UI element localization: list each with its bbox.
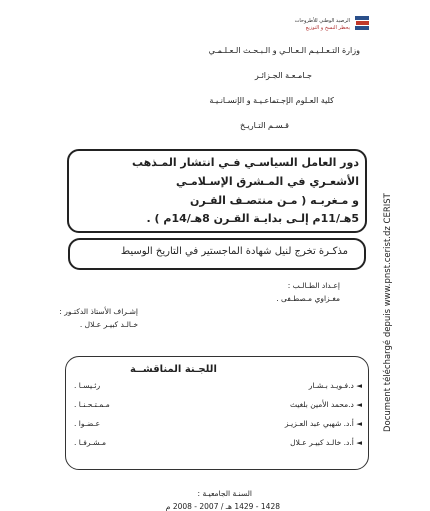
logo-line1: الرصيد الوطني للأطروحات: [294, 18, 350, 24]
member-name: ◄ أ.د. خالـد كبيـر عـلال: [290, 438, 362, 447]
title-line-3: و مـغربـه ( مـن منتصـف القـرن: [190, 194, 359, 207]
logo-line2: يحظر النسخ و التوزيع: [305, 25, 350, 31]
degree-text: مذكـرة تخرج لنيل شهادة الماجستير في التاريخ الوسيط: [120, 246, 348, 257]
committee-box: [65, 356, 369, 470]
member-role: رئـيسـا .: [74, 381, 101, 390]
committee-member: [74, 419, 362, 431]
student-name: مغـزاوي مـصطـفى .: [276, 294, 340, 303]
committee-member: [74, 438, 362, 450]
degree-box: [68, 238, 366, 270]
ministry-line: وزارة التـعـلـيـم الـعـالـي و الـبـحـث الـعـلـمـي: [208, 46, 360, 55]
committee-member: [74, 381, 362, 393]
faculty-line: كلية العـلوم الإجـتماعـيـة و الإنسـانـيـة: [209, 96, 334, 105]
pnst-logo: [286, 8, 370, 42]
supervisor-label: إشـراف الأستاذ الدكتـور :: [59, 307, 138, 316]
member-role: مـشـرفـا .: [74, 438, 107, 447]
member-name: ◄ أ.د. شهبي عبد العـزيـز: [284, 419, 362, 428]
committee-member: [74, 400, 362, 412]
title-line-1: دور العامل السياسـي فـي انتشار المـذهب: [131, 156, 359, 169]
department-line: قـسـم التـاريـخ: [240, 121, 289, 130]
member-name: ◄ د.محمد الأمين بلغيث: [290, 400, 362, 409]
committee-title: اللجـنة المناقشــة: [130, 364, 217, 375]
thesis-title-box: [67, 149, 367, 233]
university-line: جـامـعـة الجـزائـر: [254, 71, 312, 80]
member-name: ◄ د.فـويـد بـشـار: [308, 381, 362, 390]
academic-year-value: 1428 - 1429 هـ / 2007 - 2008 م: [165, 502, 280, 511]
title-line-4: 5هـ/11م إلـى بدايـة القـرن 8هـ/14م ) .: [146, 212, 359, 225]
member-role: مـمـتـحـنـا .: [74, 400, 110, 409]
student-label: إعـداد الطـالـب :: [287, 281, 340, 290]
title-line-2: الأشعـري في المـشرق الإسـلامـي: [176, 175, 359, 188]
download-notice: Document téléchargé depuis www.pnst.cerist.dz CERIST: [383, 193, 393, 432]
academic-year-label: السنـة الجامعيـة :: [197, 489, 252, 498]
books-icon: [354, 14, 370, 32]
member-role: عـضـوا .: [74, 419, 101, 428]
supervisor-name: خـالـد كبيـر عـلال .: [79, 320, 138, 329]
